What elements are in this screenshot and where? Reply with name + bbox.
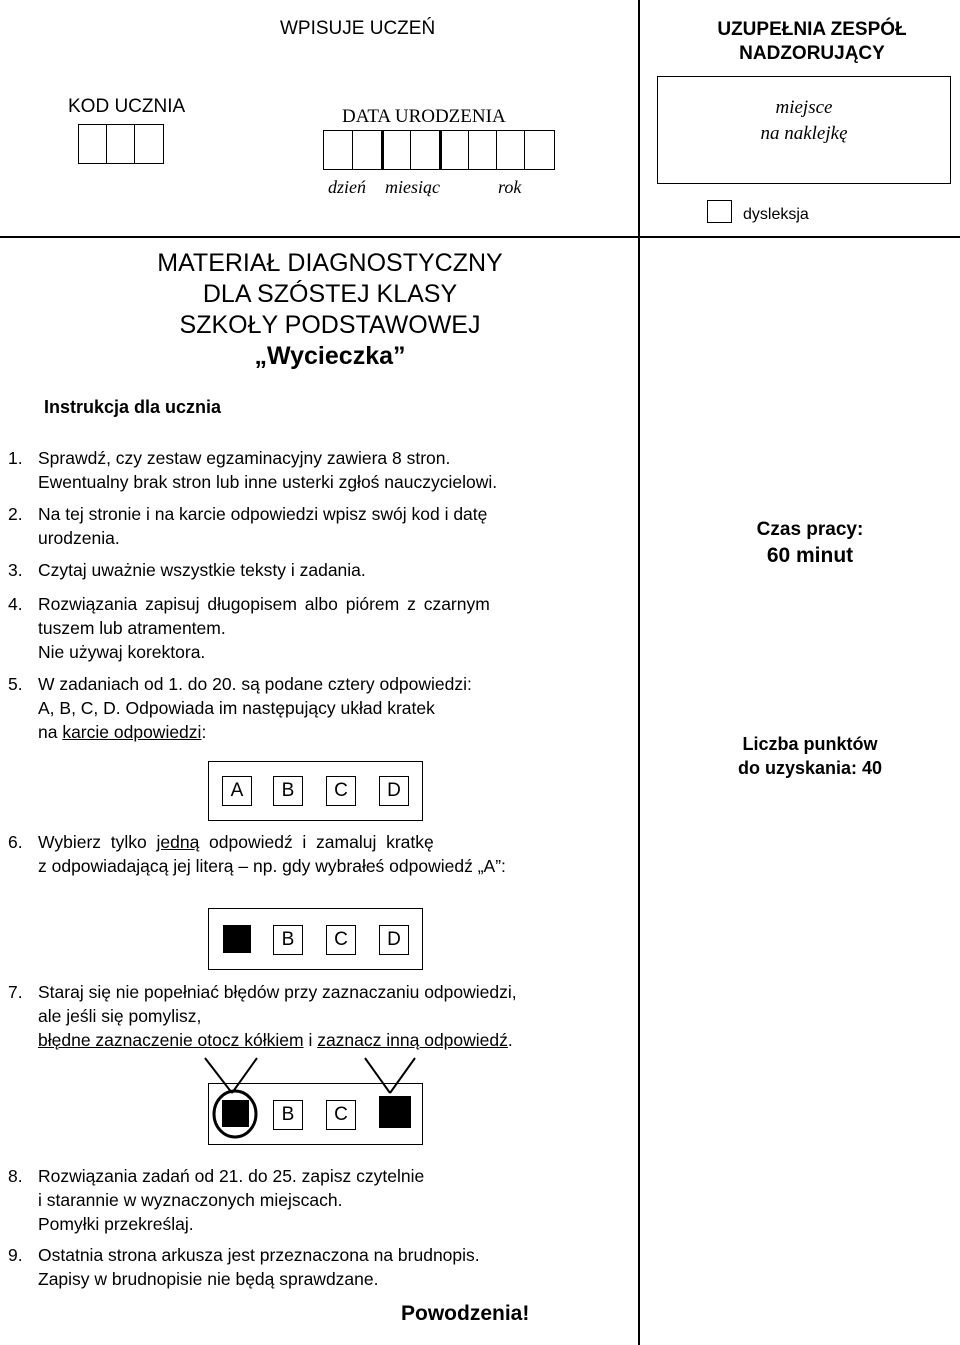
answer-box-c: C <box>326 776 356 806</box>
answer-box-b: B <box>273 776 303 806</box>
instruction-text: ale jeśli się pomylisz, <box>38 1006 202 1026</box>
birth-year-cell[interactable] <box>496 130 526 170</box>
year-label: rok <box>498 177 522 197</box>
instruction-text: Ostatnia strona arkusza jest przeznaczona na brudnopis. <box>38 1245 480 1265</box>
birth-day-cell[interactable] <box>352 130 383 170</box>
instruction-number: 7. <box>8 982 23 1002</box>
sticker-line-1: miejsce <box>775 97 833 118</box>
day-label: dzień <box>328 177 366 197</box>
instruction-text: Ewentualny brak stron lub inne usterki zgłoś nauczycielowi. <box>38 472 498 492</box>
sticker-line-2: na naklejkę <box>760 123 848 144</box>
closing-message: Powodzenia! <box>401 1302 530 1325</box>
time-value: 60 minut <box>766 544 854 567</box>
answer-box-b: B <box>273 1100 303 1130</box>
text-fragment: : <box>201 722 207 742</box>
circle-mistake-text: błędne zaznaczenie otocz kółkiem <box>38 1030 304 1050</box>
student-code-label: KOD UCZNIA <box>68 96 186 117</box>
student-fills-label: WPISUJE UCZEŃ <box>280 18 436 39</box>
title-line-4: „Wycieczka” <box>254 342 406 370</box>
instruction-number: 5. <box>8 674 23 694</box>
instruction-text: Zapisy w brudnopisie nie będą sprawdzane. <box>38 1269 379 1289</box>
instruction-number: 4. <box>8 594 23 614</box>
birth-year-cell[interactable] <box>468 130 498 170</box>
instruction-number: 6. <box>8 832 23 852</box>
instruction-text: Staraj się nie popełniać błędów przy zaznaczaniu odpowiedzi, <box>38 982 517 1002</box>
dyslexia-label: dysleksja <box>743 206 809 223</box>
birth-day-cell[interactable] <box>323 130 354 170</box>
points-block <box>660 732 960 780</box>
text-fragment: . <box>507 1030 513 1050</box>
main-vertical-divider <box>638 0 640 1345</box>
instruction-text: W zadaniach od 1. do 20. są podane cztery odpowiedzi: <box>38 674 472 694</box>
birth-date-label: DATA URODZENIA <box>342 106 506 127</box>
text-fragment: Wybierz tylko <box>38 832 157 852</box>
instruction-number: 2. <box>8 504 23 524</box>
sticker-box <box>657 76 951 184</box>
title-line-2: DLA SZÓSTEJ KLASY <box>202 280 458 308</box>
answer-box-c: C <box>326 925 356 955</box>
instruction-text <box>38 1028 517 1052</box>
header-bottom-rule <box>0 236 960 238</box>
document-title <box>120 248 540 372</box>
instruction-number: 8. <box>8 1166 23 1186</box>
answer-card-link: karcie odpowiedzi <box>62 722 202 742</box>
answer-box-a-filled <box>223 925 251 953</box>
instruction-number: 3. <box>8 560 23 580</box>
instruction-text: tuszem lub atramentem. <box>38 618 226 638</box>
instruction-text: z odpowiadającą jej literą – np. gdy wybrałeś odpowiedź „A”: <box>38 856 506 876</box>
title-line-3: SZKOŁY PODSTAWOWEJ <box>179 311 481 339</box>
answer-box-c: C <box>326 1100 356 1130</box>
instruction-text <box>38 720 472 744</box>
instruction-text: urodzenia. <box>38 528 120 548</box>
answer-box-b: B <box>273 925 303 955</box>
emphasis-one: jedną <box>156 832 200 852</box>
instructions-heading: Instrukcja dla ucznia <box>44 397 222 417</box>
birth-month-cell[interactable] <box>381 130 412 170</box>
answer-box-d-filled <box>379 1096 411 1128</box>
answer-box-d: D <box>379 776 409 806</box>
mark-other-text: zaznacz inną odpowiedź <box>317 1030 508 1050</box>
time-label: Czas pracy: <box>756 519 864 540</box>
student-code-cell[interactable] <box>106 124 136 164</box>
birth-year-cell[interactable] <box>524 130 555 170</box>
birth-month-cell[interactable] <box>410 130 441 170</box>
text-fragment: i <box>303 1030 318 1050</box>
answer-grid-example <box>208 761 423 821</box>
title-line-1: MATERIAŁ DIAGNOSTYCZNY <box>157 249 503 277</box>
birth-year-cell[interactable] <box>439 130 470 170</box>
answer-grid-filled-example <box>208 908 423 970</box>
instruction-text: A, B, C, D. Odpowiada im następujący układ kratek <box>38 698 435 718</box>
instruction-text: Na tej stronie i na karcie odpowiedzi wpisz swój kod i datę <box>38 504 488 524</box>
answer-box-a-circled <box>222 1100 249 1127</box>
text-fragment: na <box>38 722 63 742</box>
answer-box-a: A <box>222 776 252 806</box>
points-line-2: do uzyskania: 40 <box>737 758 883 778</box>
student-code-cell[interactable] <box>134 124 164 164</box>
points-line-1: Liczba punktów <box>742 734 878 754</box>
instruction-text: Nie używaj korektora. <box>38 642 206 662</box>
instruction-text: Rozwiązania zapisuj długopisem albo piórem z czarnym <box>38 594 490 614</box>
instruction-text: i starannie w wyznaczonych miejscach. <box>38 1190 343 1210</box>
instruction-number: 9. <box>8 1245 23 1265</box>
dyslexia-checkbox[interactable] <box>707 200 732 223</box>
instruction-text <box>38 830 608 854</box>
time-block <box>660 518 960 570</box>
answer-box-d: D <box>379 925 409 955</box>
text-fragment: odpowiedź i zamaluj kratkę <box>199 832 434 852</box>
instruction-text: Sprawdź, czy zestaw egzaminacyjny zawiera 8 stron. <box>38 448 451 468</box>
proctor-fills-label <box>686 18 938 66</box>
student-code-cell[interactable] <box>78 124 108 164</box>
proctor-fills-text: UZUPEŁNIA ZESPÓŁ NADZORUJĄCY <box>717 19 907 64</box>
instruction-text: Czytaj uważnie wszystkie teksty i zadania. <box>38 560 366 580</box>
instruction-text: Pomyłki przekreślaj. <box>38 1214 194 1234</box>
instruction-number: 1. <box>8 448 23 468</box>
month-label: miesiąc <box>385 177 440 197</box>
answer-grid-corrected-example <box>208 1083 423 1145</box>
instruction-text: Rozwiązania zadań od 21. do 25. zapisz czytelnie <box>38 1166 425 1186</box>
